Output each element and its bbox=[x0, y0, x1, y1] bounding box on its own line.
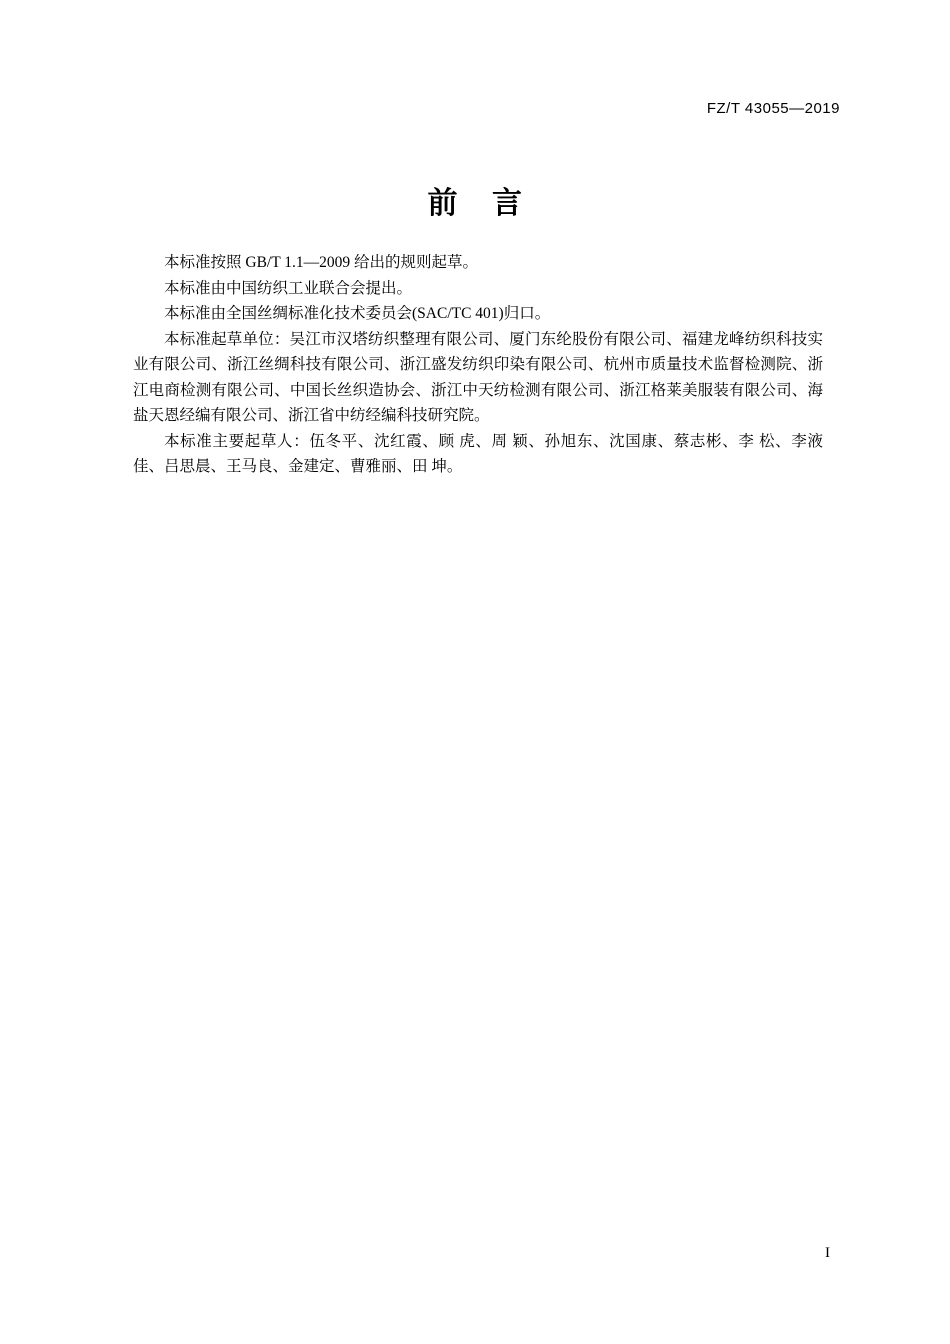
foreword-paragraph: 本标准由全国丝绸标准化技术委员会(SAC/TC 401)归口。 bbox=[164, 305, 551, 322]
foreword-paragraph: 本标准按照 GB/T 1.1—2009 给出的规则起草。 bbox=[164, 254, 479, 271]
page-title bbox=[0, 178, 950, 222]
foreword-body bbox=[133, 250, 823, 480]
foreword-paragraph: 本标准起草单位：吴江市汉塔纺织整理有限公司、厦门东纶股份有限公司、福建龙峰纺织科技实业有限公司、浙江丝绸科技有限公司、浙江盛发纺织印染有限公司、杭州市质量技术监督检测院、浙江电商检测有限公司、中国长丝织造协会、浙江中天纺检测有限公司、浙江格莱美服装有限公司、海盐天恩经编有限公司、浙江省中纺经编科技研究院。 bbox=[133, 330, 823, 424]
page-title-part1: 前 bbox=[427, 187, 458, 220]
page-number: I bbox=[825, 1245, 830, 1261]
foreword-paragraph: 本标准由中国纺织工业联合会提出。 bbox=[164, 279, 413, 297]
standard-code-header: FZ/T 43055—2019 bbox=[706, 100, 840, 117]
page-title-part2: 言 bbox=[492, 187, 523, 220]
foreword-paragraph: 本标准主要起草人：伍冬平、沈红霞、顾 虎、周 颖、孙旭东、沈国康、蔡志彬、李 松、李液佳、吕思晨、王马良、金建定、曹雅丽、田 坤。 bbox=[133, 432, 823, 475]
